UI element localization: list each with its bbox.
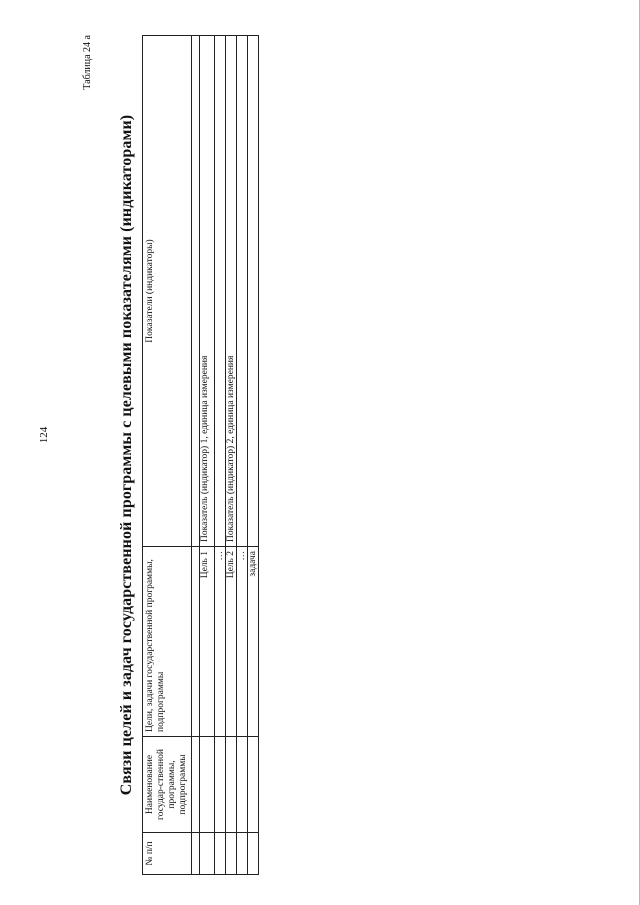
indicator-cell (248, 36, 259, 547)
table-cell (248, 737, 259, 833)
table-cell (215, 737, 226, 833)
goal-cell: … (215, 547, 226, 737)
header-no: № п/п (143, 833, 192, 875)
goal-cell: … (237, 547, 248, 737)
table-cell (192, 737, 200, 833)
table-row (215, 36, 226, 875)
table-cell (237, 833, 248, 875)
indicator-cell (215, 36, 226, 547)
goal-cell: Цель 2 (226, 547, 237, 737)
page-title: Связи целей и задач государственной программы с целевыми показателями (индикаторами) (118, 114, 135, 796)
table-cell (200, 737, 215, 833)
header-indicators: Показатели (индикаторы) (143, 36, 192, 547)
indicator-cell: Показатель (индикатор) 2, единица измерения (226, 36, 237, 547)
table-cell (200, 833, 215, 875)
table-cell (192, 547, 200, 737)
page-number: 124 (38, 426, 50, 444)
goal-cell: Цель 1 (200, 547, 215, 737)
table-row (237, 36, 248, 875)
table-cell (192, 36, 200, 547)
goal-cell: задача (248, 547, 259, 737)
table-label: Таблица 24 а (82, 35, 93, 90)
table-cell (226, 737, 237, 833)
header-name: Наименование государ-ственной программы, подпрограммы (143, 737, 192, 833)
header-goals: Цели, задачи государственной программы, подпрограммы (143, 547, 192, 737)
table-header-row (143, 36, 192, 875)
table-cell (215, 833, 226, 875)
links-table (142, 35, 259, 875)
table-cell (248, 833, 259, 875)
table-row (200, 36, 215, 875)
indicator-cell: Показатель (индикатор) 1, единица измерения (200, 36, 215, 547)
table-cell (226, 833, 237, 875)
table-cell (237, 737, 248, 833)
table-row (226, 36, 237, 875)
table-row (248, 36, 259, 875)
rotated-page-content (30, 35, 370, 875)
table-cell (192, 833, 200, 875)
indicator-cell (237, 36, 248, 547)
table-row (192, 36, 200, 875)
